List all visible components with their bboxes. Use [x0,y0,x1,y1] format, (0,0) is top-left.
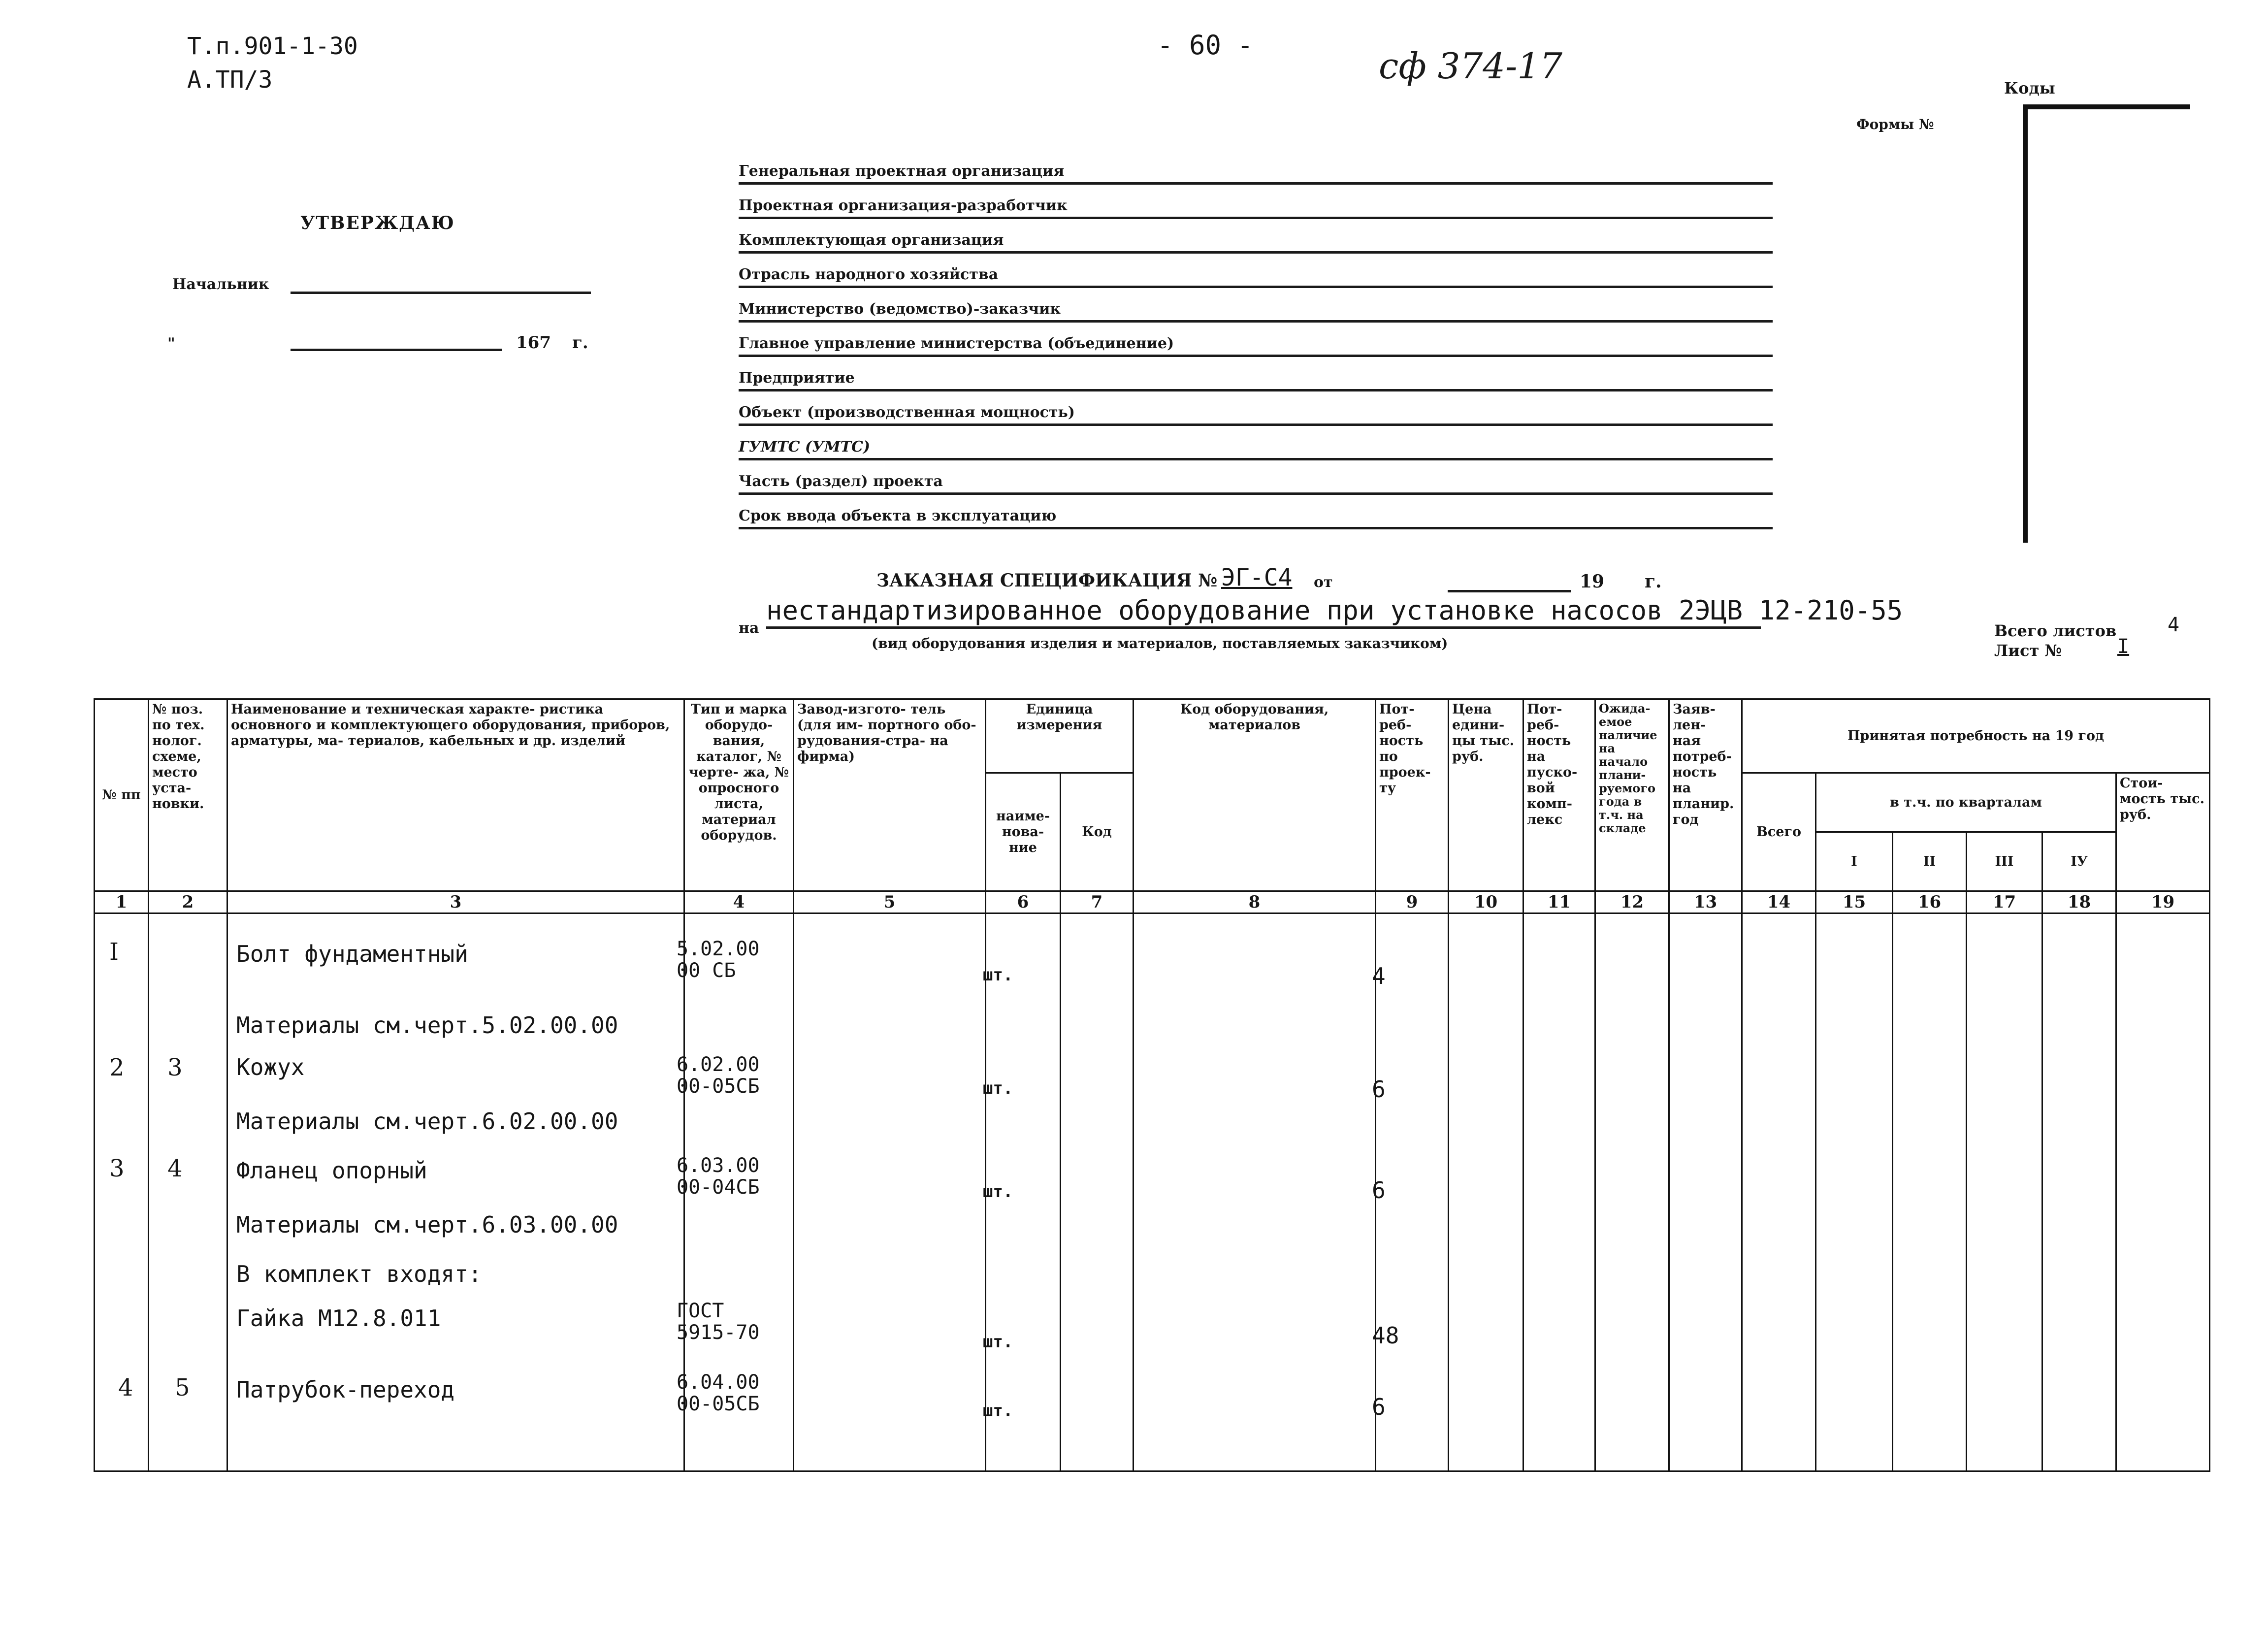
chief-signature-line [291,292,591,294]
row-2-qty: 6 [1372,1076,1386,1103]
row-4-qty: 6 [1372,1394,1386,1420]
header-declared-need: Заяв- лен- ная потреб- ность на планир. год [1669,699,1742,891]
header-need-startup: Пот- реб- ность на пуско- вой комп- лекс [1523,699,1595,891]
row-3-materials: Материалы см.черт.6.03.00.00 [236,1211,618,1238]
header-total: Всего [1742,773,1816,891]
sheets-total-label: Всего листов [1994,621,2117,640]
field-line-8 [739,458,1773,460]
field-line-10 [739,527,1773,529]
header-q4: IУ [2042,832,2116,891]
row-1-type: 5.02.00 00 СБ [677,938,760,982]
approval-year-suffix: г. [572,333,588,353]
col-number: 15 [1816,891,1893,913]
field-label-3: Отрасль народного хозяйства [739,266,1001,283]
row-3-name: Фланец опорный [236,1157,427,1184]
row-2-type: 6.02.00 00-05СБ [677,1053,760,1098]
spec-title: ЗАКАЗНАЯ СПЕЦИФИКАЦИЯ № [876,570,1218,591]
col-number: 2 [149,891,227,913]
form-label: Формы № [1856,116,1934,132]
row-4-type: 6.04.00 00-05СБ [677,1371,760,1415]
row-3-position: 4 [167,1155,183,1182]
approval-date-line [291,349,502,351]
header-q1: I [1816,832,1893,891]
row-4-position: 5 [175,1374,190,1401]
header-equipment-code: Код оборудования, материалов [1134,699,1376,891]
header-cost: Стои- мость тыс. руб. [2116,773,2210,891]
row-nut-type: ГОСТ 5915-70 [677,1300,760,1344]
field-label-0: Генеральная проектная организация [739,163,1067,180]
col-number: 3 [227,891,684,913]
approval-title: УТВЕРЖДАЮ [300,213,455,233]
header-position: № поз. по тех. нолог. схеме, место уста- новки. [149,699,227,891]
row-1-materials: Материалы см.черт.5.02.00.00 [236,1012,618,1039]
field-line-0 [739,182,1773,185]
col-number: 9 [1376,891,1449,913]
header-name: Наименование и техническая характе- ристика основного и комплектующего оборудования, приборов, арматуры, ма- териалов, кабельных и др. изделий [227,699,684,891]
row-4-name: Патрубок-переход [236,1376,455,1403]
field-label-2: Комплектующая организация [739,231,1006,249]
field-line-2 [739,251,1773,254]
row-3-qty: 6 [1372,1177,1386,1204]
field-line-9 [739,492,1773,495]
field-line-6 [739,389,1773,391]
row-4-unit: шт. [983,1401,1013,1421]
row-3-unit: шт. [983,1182,1013,1202]
chief-label: Начальник [172,276,269,293]
col-number: 1 [95,891,149,913]
col-number: 10 [1449,891,1523,913]
archive-number: сф 374-17 [1379,45,1562,87]
row-1-name: Болт фундаментный [236,941,468,967]
header-q2: II [1893,832,1967,891]
row-1-number: I [109,938,119,966]
col-number: 19 [2116,891,2210,913]
spec-year: 19 [1580,571,1605,592]
spec-from-label: от [1314,574,1333,591]
header-expected-stock: Ожида- емое наличие на начало плани- руемого года в т.ч. на складе [1595,699,1669,891]
spec-subject-line [766,626,1761,629]
column-numbers-row [95,891,2210,913]
kit-includes-label: В комплект входят: [236,1261,482,1287]
header-need-project: Пот- реб- ность по проек- ту [1376,699,1449,891]
sheet-number-label: Лист № [1994,641,2062,660]
header-quarters: в т.ч. по кварталам [1816,773,2116,832]
spec-year-suffix: г. [1645,571,1662,592]
spec-subject: нестандартизированное оборудование при установке насосов 2ЭЦВ 12-210-55 [766,595,1903,626]
header-unit-name: наиме- нова- ние [986,773,1061,891]
sheet-number-value: I [2117,635,2130,658]
field-label-10: Срок ввода объекта в эксплуатацию [739,507,1059,524]
field-line-4 [739,320,1773,323]
row-nut-name: Гайка М12.8.011 [236,1305,441,1332]
row-2-name: Кожух [236,1054,305,1080]
field-line-7 [739,424,1773,426]
field-line-5 [739,355,1773,357]
row-nut-qty: 48 [1372,1322,1399,1349]
col-number: 4 [684,891,794,913]
field-line-3 [739,286,1773,288]
document-code [187,30,358,97]
col-number: 5 [794,891,986,913]
row-3-number: 3 [109,1155,125,1182]
field-label-8: ГУМТС (УМТС) [739,438,873,456]
row-4-number: 4 [118,1374,133,1401]
row-1-qty: 4 [1372,963,1386,989]
document-code-line1: Т.п.901-1-30 [187,33,358,60]
col-number: 18 [2042,891,2116,913]
spec-na-label: на [739,619,759,637]
field-label-5: Главное управление министерства (объединение) [739,335,1177,352]
field-label-9: Часть (раздел) проекта [739,473,946,490]
col-number: 6 [986,891,1061,913]
row-2-number: 2 [109,1054,125,1081]
row-2-position: 3 [167,1054,183,1081]
header-manufacturer: Завод-изгото- тель (для им- портного обо- рудования-стра- на фирма) [794,699,986,891]
row-1-unit: шт. [983,965,1013,985]
col-number: 13 [1669,891,1742,913]
field-label-4: Министерство (ведомство)-заказчик [739,300,1064,318]
header-row-number: № пп [95,699,149,891]
header-q3: III [1967,832,2042,891]
page-number: - 60 - [1157,30,1254,61]
col-number: 14 [1742,891,1816,913]
codes-label: Коды [2004,79,2055,98]
field-label-6: Предприятие [739,369,858,387]
col-number: 8 [1134,891,1376,913]
row-2-unit: шт. [983,1078,1013,1098]
row-2-materials: Материалы см.черт.6.02.00.00 [236,1108,618,1135]
document-code-line2: А.ТП/3 [187,66,273,94]
header-accepted-need: Принятая потребность на 19 год [1742,699,2210,773]
col-number: 7 [1061,891,1134,913]
spec-date-line [1448,590,1571,592]
row-3-type: 6.03.00 00-04СБ [677,1154,760,1199]
col-number: 12 [1595,891,1669,913]
header-type: Тип и марка оборудо- вания, каталог, № черте- жа, № опросного листа, материал оборудов. [684,699,794,891]
row-nut-unit: шт. [983,1332,1013,1352]
specification-table [94,698,2210,1472]
col-number: 16 [1893,891,1967,913]
field-line-1 [739,217,1773,219]
header-unit-code: Код [1061,773,1134,891]
date-quote-mark: " [167,335,175,352]
codes-box-left-line [2023,109,2028,543]
col-number: 11 [1523,891,1595,913]
spec-caption: (вид оборудования изделия и материалов, поставляемых заказчиком) [872,635,1448,652]
sheets-total-value: 4 [2168,614,2180,636]
col-number: 17 [1967,891,2042,913]
header-unit: Единица измерения [986,699,1134,773]
spec-number: ЭГ-С4 [1221,564,1293,591]
field-label-7: Объект (производственная мощность) [739,404,1078,421]
approval-year-prefix: 167 [516,333,551,353]
field-label-1: Проектная организация-разработчик [739,197,1070,214]
header-unit-price: Цена едини- цы тыс. руб. [1449,699,1523,891]
codes-box-top-line [2023,104,2190,109]
